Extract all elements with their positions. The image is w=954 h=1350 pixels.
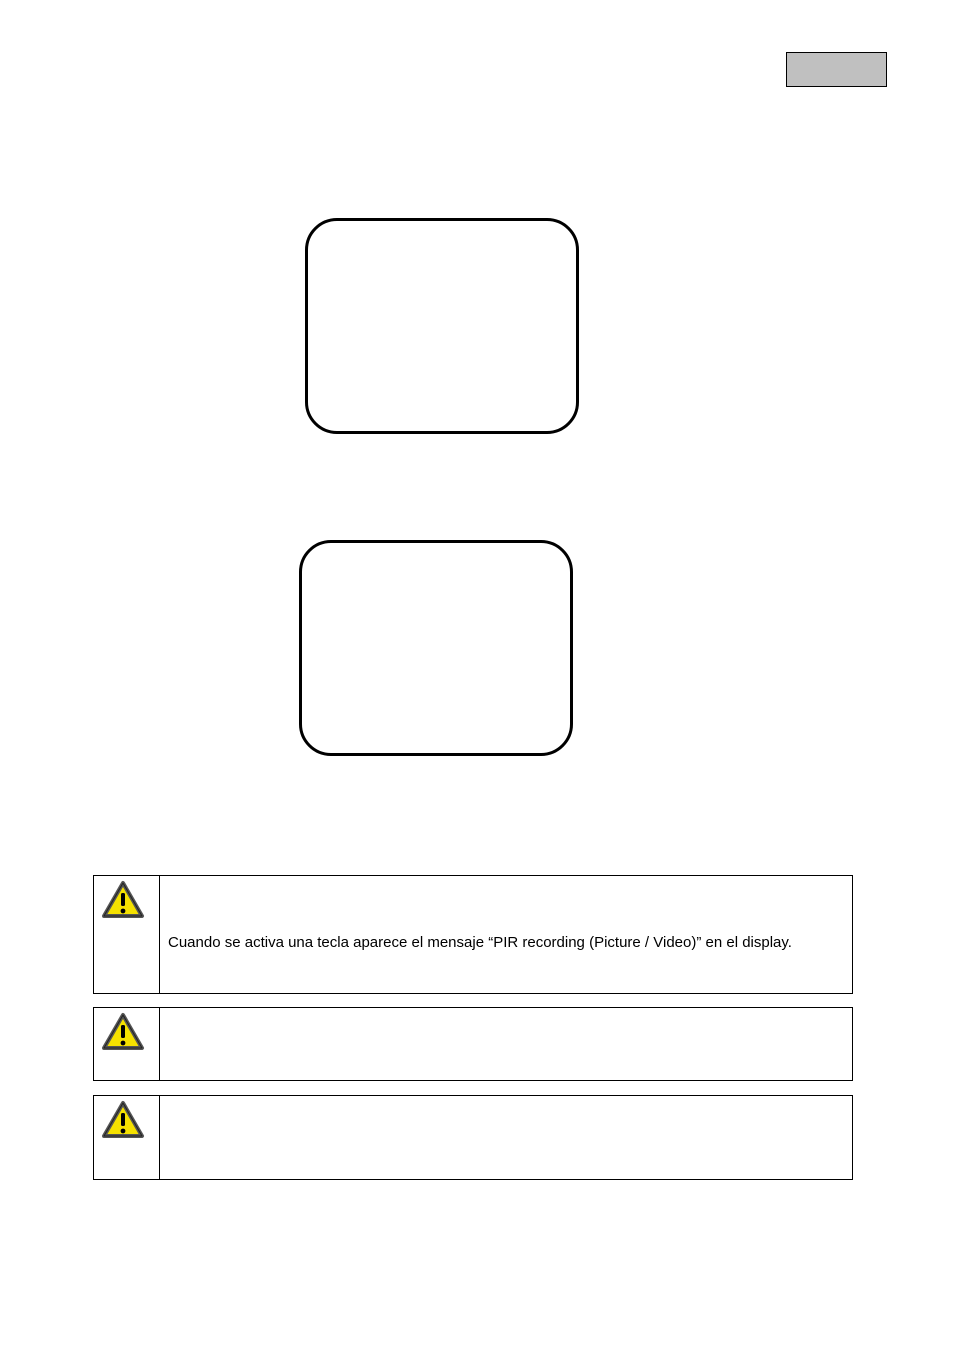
warning-icon-cell [94, 876, 160, 993]
warning-icon [101, 1100, 145, 1140]
warning-icon [101, 1012, 145, 1052]
warning-text: Cuando se activa una tecla aparece el mensaje “PIR recording (Picture / Video)” en el display. [168, 934, 792, 951]
warning-icon-cell [94, 1096, 160, 1179]
display-screen-illustration-2 [299, 540, 573, 756]
warning-text-cell [160, 1096, 852, 1179]
warning-text-cell [160, 876, 852, 993]
language-tab [786, 52, 887, 87]
warning-note-1 [93, 875, 853, 994]
warning-note-2 [93, 1007, 853, 1081]
warning-text-cell [160, 1008, 852, 1080]
warning-icon-cell [94, 1008, 160, 1080]
warning-icon [101, 880, 145, 920]
display-screen-illustration-1 [305, 218, 579, 434]
warning-note-3 [93, 1095, 853, 1180]
